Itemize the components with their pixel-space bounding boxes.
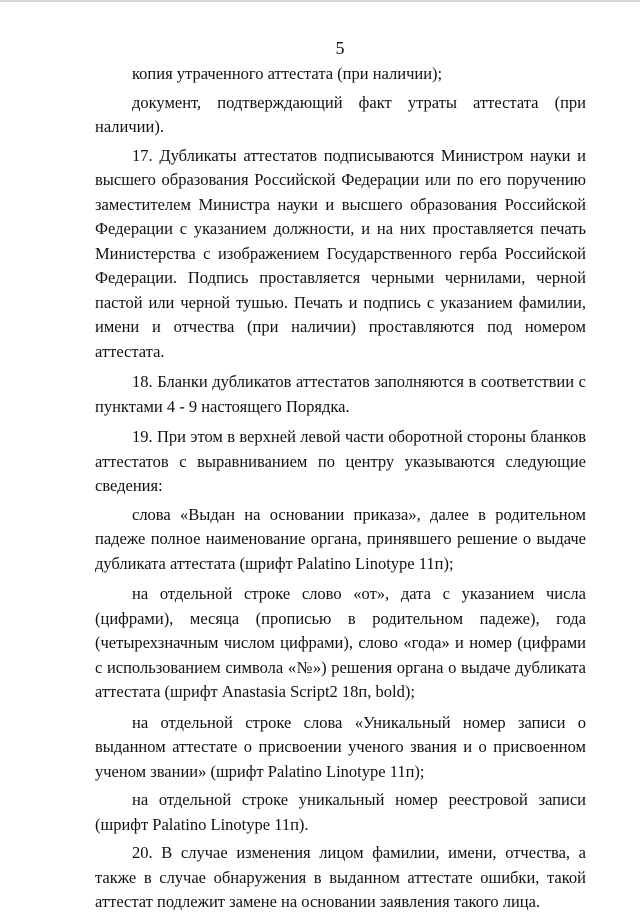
paragraph-issued-by-order: слова «Выдан на основании приказа», далее в родительном падеже полное наименование органа, принявшего решение о выдаче дубликата аттестата (шрифт Palatino Linotype 11п); (95, 504, 586, 573)
page-top-edge (0, 0, 640, 2)
page-number: 5 (335, 38, 345, 58)
paragraph-item-17: 17. Дубликаты аттестатов подписываются Министром науки и высшего образования Российской Федерации или по его поручению заместителем Министра науки и высшего образования Российской Федерации с указанием должности, и на них проставляется печать Министерства с изображением Государственного герба Российской Федерации. Подпись проставляется черными чернилами, черной пастой или черной тушью. Печать и подпись с указанием фамилии, имени и отчества (при наличии) проставляются под номером аттестата. (95, 145, 586, 361)
paragraph-date-line: на отдельной строке слово «от», дата с указанием числа (цифрами), месяца (прописью в родительном падеже), года (четырехзначным числом цифрами), слово «года» и номер (цифрами с использованием символа «№») решения органа о выдаче дубликата аттестата (шрифт Anastasia Script2 18п, bold); (95, 584, 586, 701)
paragraph-item-19: 19. При этом в верхней левой части оборотной стороны бланков аттестатов с выравниванием по центру указываются следующие сведения: (95, 427, 586, 495)
paragraph-lost-certificate-copy: копия утраченного аттестата (при наличии); (132, 64, 443, 83)
paragraph-registry-number: на отдельной строке уникальный номер реестровой записи (шрифт Palatino Linotype 11п). (95, 790, 586, 834)
paragraph-item-20: 20. В случае изменения лицом фамилии, имени, отчества, а также в случае обнаружения в выданном аттестате ошибки, такой аттестат подлежит замене на основании заявления такого лица. (95, 843, 586, 911)
document-body (95, 58, 586, 915)
paragraph-item-18: 18. Бланки дубликатов аттестатов заполняются в соответствии с пунктами 4 - 9 настоящего Порядка. (95, 372, 586, 416)
paragraph-loss-confirmation: документ, подтверждающий факт утраты аттестата (при наличии). (95, 92, 586, 136)
paragraph-unique-record-words: на отдельной строке слова «Уникальный номер записи о выданном аттестате о присвоении ученого звания и о присвоенном ученом звании» (шрифт Palatino Linotype 11п); (95, 712, 586, 781)
